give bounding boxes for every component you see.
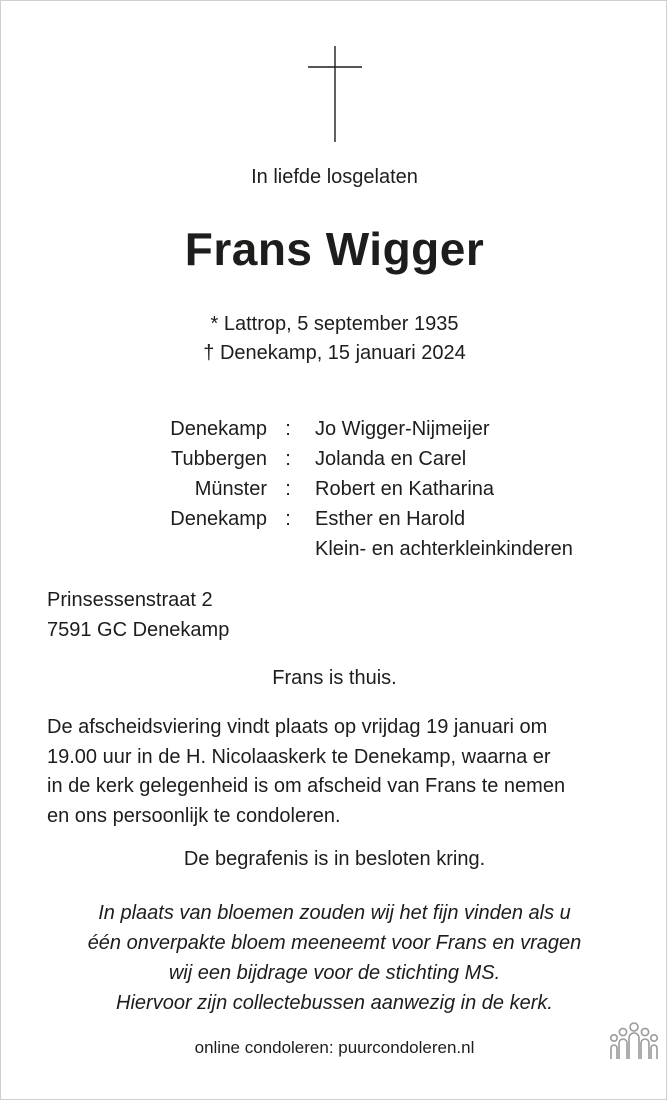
family-place: Münster (194, 478, 267, 500)
cross-icon (308, 46, 362, 142)
ceremony-line: 19.00 uur in de H. Nicolaaskerk te Denekamp, waarna er (47, 745, 551, 768)
ceremony-line: De afscheidsviering vindt plaats op vrijdag 19 januari om (47, 716, 548, 738)
flowers-line: wij een bijdrage voor de stichting MS. (168, 962, 501, 984)
family-names: Jolanda en Carel (315, 448, 467, 470)
flowers-line: één onverpakte bloem meeneemt voor Frans en vragen (87, 932, 582, 954)
subtitle: In liefde losgelaten (251, 166, 418, 188)
address-city: 7591 GC Denekamp (47, 619, 230, 641)
birth-line: * Lattrop, 5 september 1935 (210, 313, 459, 335)
death-line: † Denekamp, 15 januari 2024 (203, 342, 466, 364)
family-row (0, 418, 669, 448)
ceremony-line: en ons persoonlijk te condoleren. (47, 804, 341, 827)
family-row (0, 508, 669, 538)
family-names: Jo Wigger-Nijmeijer (315, 418, 490, 440)
flowers-line: In plaats van bloemen zouden wij het fijn vinden als u (98, 902, 571, 924)
family-names: Klein- en achterkleinkinderen (315, 538, 573, 560)
address-block (47, 585, 229, 645)
family-people-icon (609, 1021, 659, 1061)
family-row (0, 478, 669, 508)
burial-notice: De begrafenis is in besloten kring. (183, 848, 486, 870)
family-row (0, 538, 669, 568)
family-place: Denekamp (170, 418, 267, 440)
family-separator: : (285, 508, 291, 530)
online-condolence: online condoleren: puurcondoleren.nl (194, 1038, 475, 1057)
flowers-request (0, 898, 669, 1018)
ceremony-line: in de kerk gelegenheid is om afscheid van Frans te nemen (47, 775, 566, 797)
family-names: Esther en Harold (315, 508, 466, 530)
family-names: Robert en Katharina (315, 478, 495, 500)
family-place: Denekamp (170, 508, 267, 530)
family-separator: : (285, 478, 291, 500)
home-notice: Frans is thuis. (272, 667, 397, 689)
deceased-name: Frans Wigger (184, 223, 485, 275)
ceremony-text (47, 713, 627, 831)
family-row (0, 448, 669, 478)
family-place: Tubbergen (171, 448, 267, 470)
family-separator: : (285, 448, 291, 470)
flowers-line: Hiervoor zijn collectebussen aanwezig in de kerk. (116, 992, 553, 1014)
address-street: Prinsessenstraat 2 (47, 589, 213, 611)
family-separator: : (285, 418, 291, 440)
